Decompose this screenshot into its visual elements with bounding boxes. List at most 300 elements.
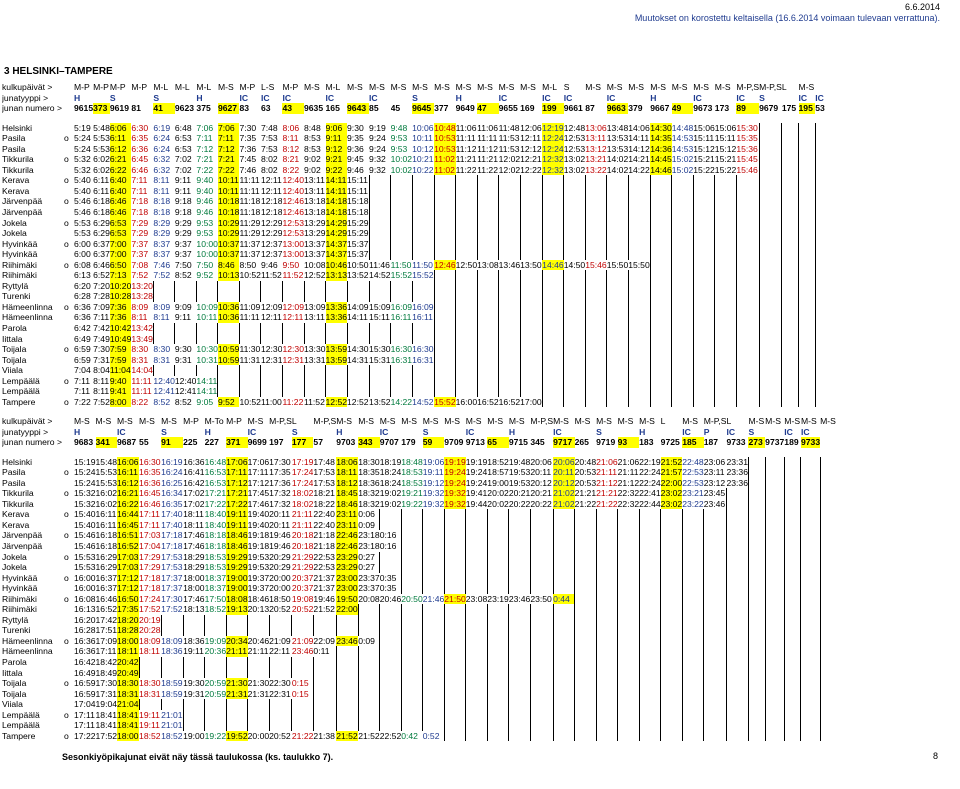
time-cell: 9:11 <box>326 133 348 144</box>
spacer <box>2 448 64 457</box>
station-name: Lempäälä <box>2 375 40 386</box>
time-cell: 11:11 <box>239 185 260 196</box>
arrival-marker <box>64 228 74 239</box>
time-cell <box>799 144 816 155</box>
time-cell: 19:53 <box>508 477 531 488</box>
time-cell: 13:46 <box>498 259 521 270</box>
station-row <box>2 720 836 731</box>
time-cell: 12:41 <box>153 386 175 397</box>
time-cell <box>575 573 597 584</box>
time-cell <box>784 457 801 468</box>
arrival-marker: o <box>64 301 69 312</box>
time-cell: 22:00 <box>660 477 683 488</box>
time-cell: 0:35 <box>379 583 397 594</box>
time-cell: 8:29 <box>153 217 171 228</box>
time-cell <box>782 196 799 207</box>
time-cell <box>672 376 694 387</box>
time-cell: 10:59 <box>217 344 240 355</box>
time-cell <box>564 175 586 186</box>
time-cell: 21:31 <box>247 688 270 699</box>
time-cell: 18:09 <box>139 635 161 646</box>
time-cell <box>380 657 402 668</box>
time-cell <box>466 699 488 710</box>
time-cell <box>380 562 402 573</box>
time-cell <box>269 657 292 668</box>
time-cell <box>530 552 553 563</box>
station-name: Hyvinkää <box>2 249 38 260</box>
time-cell <box>218 323 240 334</box>
time-cell <box>650 281 672 292</box>
time-cell <box>477 291 499 302</box>
time-cell <box>784 467 801 478</box>
spacer-row <box>2 114 831 123</box>
time-cell <box>444 604 466 615</box>
time-cell <box>304 365 326 376</box>
time-cell <box>466 583 488 594</box>
time-cell <box>564 186 586 197</box>
train-number-row-cell: 9623 <box>174 103 195 114</box>
time-cell <box>530 668 553 679</box>
time-cell <box>765 467 784 478</box>
time-cell: 14:11 <box>628 133 650 144</box>
time-cell <box>784 488 801 499</box>
time-cell <box>801 478 820 489</box>
station-row <box>2 239 831 250</box>
time-cell <box>444 731 466 742</box>
time-cell <box>218 291 240 302</box>
time-cell: 17:29 <box>139 562 161 573</box>
time-cell <box>682 615 704 626</box>
time-cell: 13:52 <box>369 396 391 407</box>
time-cell: 15:11 <box>714 133 736 144</box>
time-cell <box>434 376 456 387</box>
time-cell: 16:42 <box>74 657 96 668</box>
time-cell <box>205 668 227 679</box>
time-cell <box>759 196 782 207</box>
time-cell: 14:29 <box>325 228 348 239</box>
time-cell <box>520 218 542 229</box>
time-cell <box>639 604 661 615</box>
time-cell: 7:42 <box>93 323 110 334</box>
time-cell <box>759 154 782 165</box>
time-cell <box>715 228 737 239</box>
time-cell <box>628 196 650 207</box>
time-cell <box>693 323 715 334</box>
time-cell <box>693 218 715 229</box>
time-cell <box>748 488 765 499</box>
time-cell <box>661 520 683 531</box>
arrival-marker <box>64 520 74 531</box>
time-cell: 7:31 <box>93 354 110 365</box>
time-cell: 12:22 <box>520 164 542 175</box>
time-cell <box>585 228 607 239</box>
time-cell <box>607 186 629 197</box>
time-cell: 16:52 <box>498 396 521 407</box>
time-cell: 7:46 <box>153 259 171 270</box>
time-cell <box>693 302 715 313</box>
time-cell <box>726 499 748 510</box>
time-cell: 14:22 <box>628 164 650 175</box>
time-cell <box>542 376 564 387</box>
time-cell <box>715 376 737 387</box>
time-cell <box>607 270 629 281</box>
time-cell <box>326 365 348 376</box>
time-cell <box>585 386 607 397</box>
train-number-row-cell: 9643 <box>347 103 369 114</box>
time-cell: 17:48 <box>313 456 335 467</box>
train-number-row-cell: 189 <box>784 437 799 448</box>
time-cell <box>423 552 445 563</box>
time-cell <box>618 604 640 615</box>
operating-days-row-cell: M-S <box>379 416 396 426</box>
operating-days-row-cell: M-S <box>585 82 601 92</box>
time-cell: 6:11 <box>93 185 110 196</box>
time-cell <box>596 615 618 626</box>
time-cell: 10:53 <box>434 133 456 144</box>
train-number-row-cell: 9667 <box>650 103 670 114</box>
time-cell: 15:21 <box>693 154 715 165</box>
time-cell <box>784 583 801 594</box>
time-cell: 18:02 <box>291 488 314 499</box>
station-row <box>2 165 831 176</box>
time-cell <box>585 323 607 334</box>
time-cell <box>801 625 820 636</box>
time-cell: 20:00 <box>269 572 291 583</box>
time-cell <box>530 573 553 584</box>
time-cell <box>487 520 509 531</box>
time-cell: 15:11 <box>369 312 390 323</box>
time-cell <box>820 541 836 552</box>
time-cell: 11:30 <box>239 344 261 355</box>
time-cell: 21:18 <box>313 530 335 541</box>
time-cell <box>369 239 391 250</box>
time-cell: 18:30 <box>358 456 380 467</box>
time-cell <box>520 376 542 387</box>
time-cell: 16:11 <box>390 312 412 323</box>
time-cell <box>784 530 801 541</box>
time-cell <box>801 731 820 742</box>
time-cell: 8:11 <box>131 312 148 323</box>
time-cell <box>444 646 466 657</box>
operating-days-row-cell: M-S <box>477 82 493 92</box>
time-cell: 10:18 <box>217 207 240 218</box>
time-cell <box>736 270 759 281</box>
time-cell <box>248 720 270 731</box>
time-cell: 7:02 <box>174 164 192 175</box>
time-cell: 13:02 <box>563 154 586 165</box>
time-cell: 12:11 <box>260 175 282 186</box>
time-cell: 16:36 <box>183 456 205 467</box>
time-cell: 7:11 <box>93 312 110 323</box>
time-cell: 16:59 <box>74 678 96 689</box>
arrival-marker <box>64 689 74 700</box>
time-cell: 8:18 <box>153 196 171 207</box>
time-cell: 17:03 <box>117 551 139 562</box>
spacer <box>64 82 74 93</box>
time-cell <box>380 699 402 710</box>
time-cell <box>782 175 799 186</box>
time-cell: 15:12 <box>714 143 737 154</box>
time-cell: 18:40 <box>204 509 227 520</box>
time-cell: 18:11 <box>336 467 358 478</box>
time-cell: 10:11 <box>217 175 239 186</box>
time-cell <box>672 355 694 366</box>
time-cell: 6:02 <box>93 154 110 165</box>
time-cell: 11:31 <box>239 354 261 365</box>
time-cell <box>369 291 391 302</box>
time-cell <box>607 312 629 323</box>
time-cell: 21:31 <box>226 688 248 699</box>
time-cell <box>401 583 423 594</box>
train-type-row-cell: IC <box>563 92 573 103</box>
time-cell <box>477 249 499 260</box>
header-change-note: Muutokset on korostettu keltaisella (16.6.2014 voimaan tulevaan verrattuna). <box>634 13 940 23</box>
time-cell <box>205 657 227 668</box>
time-cell: 8:50 <box>239 259 257 270</box>
time-cell: 16:51 <box>117 530 139 541</box>
time-cell <box>736 365 759 376</box>
train-type-row-cell: S <box>291 426 298 437</box>
time-cell: 17:32 <box>269 498 291 509</box>
time-cell <box>412 239 434 250</box>
time-cell: 11:09 <box>239 301 261 312</box>
time-cell: 8:11 <box>93 386 110 397</box>
time-cell <box>434 386 456 397</box>
time-cell <box>759 344 782 355</box>
time-cell: 17:18 <box>139 572 161 583</box>
time-cell: 17:50 <box>204 593 227 604</box>
time-cell: 18:52 <box>487 456 509 467</box>
train-number-row-cell: 345 <box>530 437 545 448</box>
station-name: Iittala <box>2 667 23 678</box>
train-type-row-cell: H <box>508 426 516 437</box>
time-cell <box>748 520 765 531</box>
time-cell: 22:32 <box>617 488 640 499</box>
time-cell: 14:53 <box>671 133 694 144</box>
time-cell <box>596 552 618 563</box>
time-cell: 19:19 <box>465 456 488 467</box>
time-cell <box>801 457 820 468</box>
time-cell <box>736 376 759 387</box>
time-cell <box>820 467 836 478</box>
time-cell <box>530 731 553 742</box>
time-cell <box>585 291 607 302</box>
time-cell: 23:31 <box>726 456 748 467</box>
time-cell <box>736 249 759 260</box>
time-cell <box>736 355 759 366</box>
station-name: Viiala <box>2 365 23 376</box>
time-cell <box>282 281 304 292</box>
time-cell <box>575 594 597 605</box>
time-cell <box>650 186 672 197</box>
time-cell: 20:19 <box>139 614 161 625</box>
time-cell <box>715 281 737 292</box>
time-cell: 12:02 <box>498 154 521 165</box>
arrival-marker <box>64 615 74 626</box>
time-cell: 19:00 <box>226 583 248 594</box>
time-cell <box>520 334 542 345</box>
time-cell <box>799 133 816 144</box>
time-cell <box>801 657 820 668</box>
time-cell: 23:02 <box>660 488 683 499</box>
time-cell: 9:37 <box>174 238 192 249</box>
time-cell <box>672 260 694 271</box>
time-cell <box>347 291 369 302</box>
time-cell <box>520 302 542 313</box>
arrival-marker: o <box>64 635 69 646</box>
time-cell: 7:59 <box>110 344 132 355</box>
time-cell: 17:52 <box>95 730 118 741</box>
time-cell <box>704 668 727 679</box>
time-cell <box>369 334 391 345</box>
time-cell <box>715 397 737 408</box>
station-name: Lempäälä <box>2 386 40 397</box>
time-cell: 17:30 <box>269 456 291 467</box>
operating-days-row-cell: M-P <box>239 82 256 92</box>
train-type-row-cell <box>628 93 650 104</box>
time-cell <box>530 509 553 520</box>
operating-days-row-cell: S <box>563 82 570 92</box>
time-cell <box>682 625 704 636</box>
time-cell <box>715 196 737 207</box>
time-cell <box>261 334 283 345</box>
time-cell <box>369 249 391 260</box>
time-cell <box>575 731 597 742</box>
time-cell <box>434 218 456 229</box>
time-cell: 6:53 <box>110 218 132 229</box>
spacer-row <box>2 448 836 457</box>
time-cell <box>380 720 402 731</box>
time-cell <box>456 344 478 355</box>
station-row <box>2 646 836 657</box>
time-cell <box>175 291 197 302</box>
time-cell <box>261 291 283 302</box>
time-cell <box>704 646 727 657</box>
time-cell: 22:30 <box>269 678 291 689</box>
time-cell: 13:11 <box>304 312 325 323</box>
time-cell <box>456 249 478 260</box>
time-cell <box>456 323 478 334</box>
time-cell: 12:18 <box>260 196 283 207</box>
time-cell <box>715 249 737 260</box>
time-cell <box>661 646 683 657</box>
time-cell: 21:04 <box>117 699 139 710</box>
time-cell: 23:46 <box>703 498 726 509</box>
time-cell <box>423 678 445 689</box>
time-cell <box>477 376 499 387</box>
time-cell: 14:11 <box>347 312 368 323</box>
station-row <box>2 312 831 323</box>
station-row <box>2 228 831 239</box>
time-cell <box>820 552 836 563</box>
time-cell <box>487 604 509 615</box>
time-cell <box>487 710 509 721</box>
time-cell: 11:50 <box>390 259 412 270</box>
time-cell <box>575 657 597 668</box>
time-cell <box>765 509 784 520</box>
time-cell <box>391 175 413 186</box>
time-cell: 12:53 <box>563 143 586 154</box>
train-type-row-cell: S <box>748 426 755 437</box>
time-cell: 14:18 <box>325 207 348 218</box>
station-name: Jokela <box>2 551 27 562</box>
time-cell <box>704 541 727 552</box>
time-cell: 11:06 <box>477 122 498 133</box>
time-cell <box>239 334 261 345</box>
time-cell: 17:37 <box>161 572 183 583</box>
time-cell <box>391 334 413 345</box>
station-row <box>2 376 831 387</box>
time-cell: 20:49 <box>117 667 139 678</box>
time-cell: 11:11 <box>455 133 476 144</box>
time-cell: 17:32 <box>269 488 291 499</box>
time-cell <box>564 312 586 323</box>
time-cell: 19:08 <box>291 593 314 604</box>
train-type-row-cell <box>93 93 110 104</box>
time-cell <box>456 376 478 387</box>
time-cell: 5:53 <box>74 228 91 239</box>
time-cell: 5:32 <box>74 154 91 165</box>
time-cell <box>575 636 597 647</box>
time-cell <box>815 196 831 207</box>
time-cell: 19:50 <box>336 593 358 604</box>
time-cell <box>726 689 748 700</box>
time-cell <box>423 636 445 647</box>
time-cell: 11:21 <box>477 154 498 165</box>
time-cell <box>358 615 380 626</box>
time-cell: 16:11 <box>95 519 117 530</box>
time-cell: 0:16 <box>379 530 397 541</box>
time-cell <box>693 196 715 207</box>
time-cell: 15:29 <box>347 228 369 239</box>
time-cell <box>661 541 683 552</box>
time-cell: 21:57 <box>660 467 683 478</box>
station-row <box>2 467 836 478</box>
time-cell: 11:46 <box>369 259 390 270</box>
time-cell <box>456 312 478 323</box>
time-cell: 19:18 <box>247 541 270 552</box>
time-cell: 7:48 <box>260 122 278 133</box>
time-cell: 13:11 <box>304 185 325 196</box>
train-number-row-cell: 9699 <box>247 437 267 448</box>
time-cell: 18:32 <box>358 488 380 499</box>
time-cell <box>444 573 466 584</box>
time-cell <box>799 355 816 366</box>
time-cell <box>650 218 672 229</box>
time-cell: 12:40 <box>153 375 175 386</box>
time-cell: 5:53 <box>93 133 110 144</box>
station-row <box>2 625 836 636</box>
time-cell: 6:37 <box>93 238 110 249</box>
time-cell <box>423 625 445 636</box>
time-cell <box>477 239 499 250</box>
time-cell: 8:06 <box>282 122 300 133</box>
time-cell <box>704 562 727 573</box>
time-cell: 20:50 <box>401 593 423 604</box>
time-cell <box>434 249 456 260</box>
train-type-row-label: junatyyppi > <box>2 426 49 437</box>
train-type-row-cell: H <box>204 426 211 437</box>
time-cell <box>782 386 799 397</box>
time-cell <box>715 207 737 218</box>
station-name: Turenki <box>2 625 31 636</box>
time-cell <box>801 573 820 584</box>
time-cell: 17:06 <box>226 456 248 467</box>
time-cell <box>748 689 765 700</box>
time-cell: 20:06 <box>530 456 552 467</box>
time-cell: 10:02 <box>390 154 413 165</box>
time-cell <box>423 615 445 626</box>
